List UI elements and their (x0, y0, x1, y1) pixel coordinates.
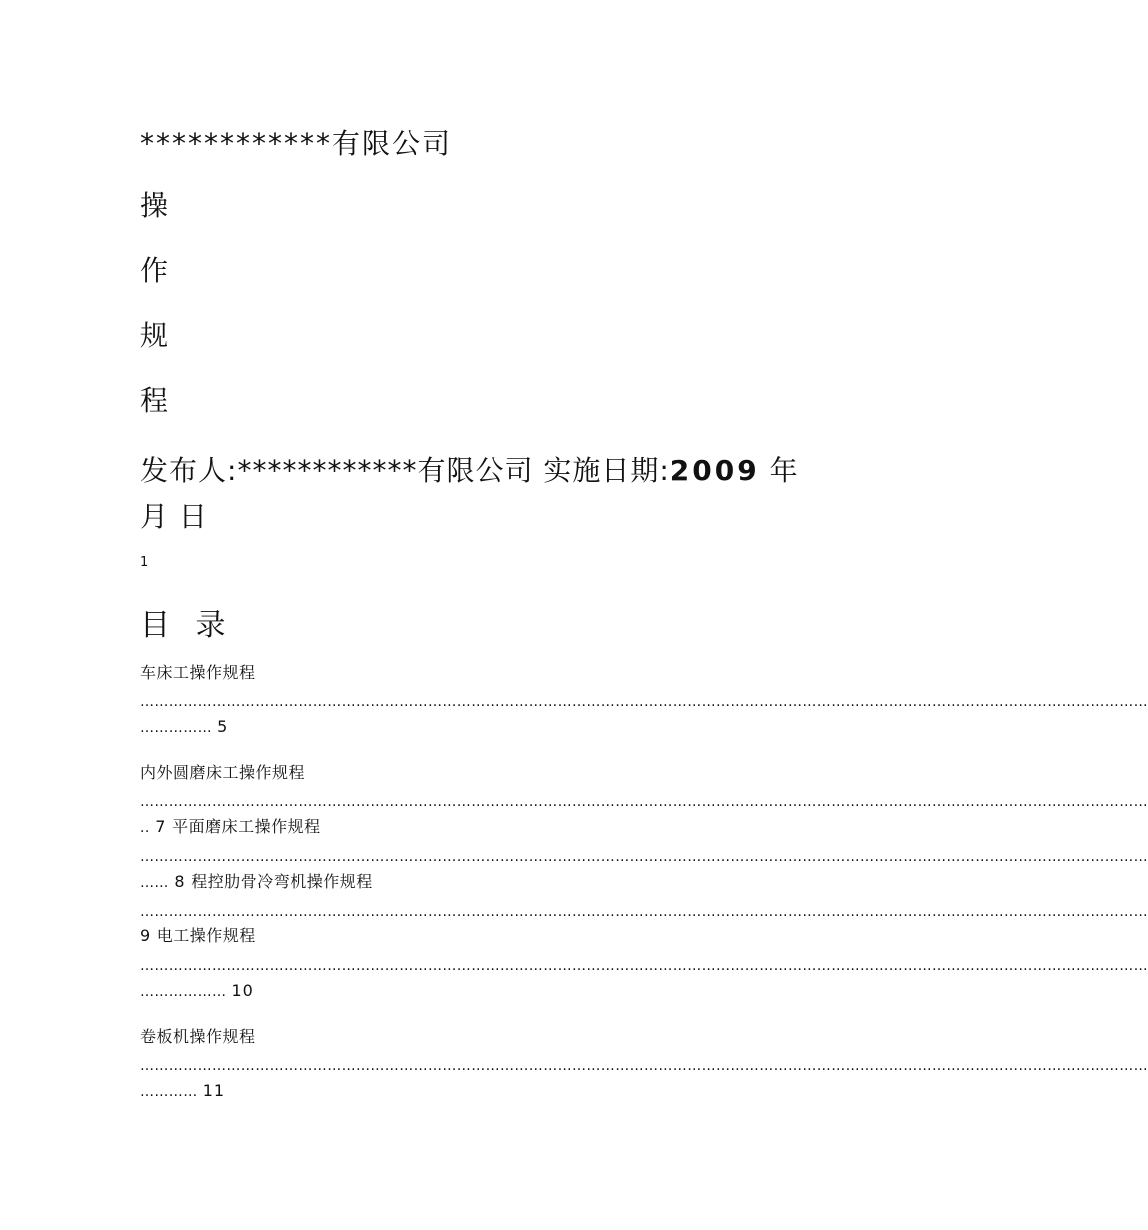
toc-item-end (140, 1081, 225, 1102)
toc-leader-dots: ………………………………………………………………………………………………………………………………………………………………………………………… (140, 794, 1148, 810)
toc-item-page[interactable]: 7 (155, 817, 167, 836)
document-page (140, 0, 1148, 1230)
toc-item-end (140, 981, 254, 1002)
title-char-3: 规 (140, 319, 169, 352)
toc-item-page[interactable]: 8 (174, 872, 186, 891)
toc-item-end (140, 817, 321, 838)
toc-leader-dots: ………………………………………………………………………………………………………………………………………………………………………………………… (140, 1058, 1148, 1074)
toc-item-title[interactable]: 内外圆磨床工操作规程 (140, 763, 306, 782)
toc-leader-dots: ………………………………………………………………………………………………………………………………………………………………………………………… (140, 958, 1148, 974)
toc-item-page[interactable]: 10 (231, 981, 254, 1000)
date-label: 实施日期: (543, 454, 670, 487)
toc-leader-dots: ……………… (140, 984, 227, 1000)
toc-leader-dots: ………………………………………………………………………………………………………………………………………………………………………………………… (140, 904, 1148, 920)
toc-item-end (140, 926, 256, 946)
toc-item-page[interactable]: 9 (140, 926, 152, 945)
toc-leader-dots: ………… (140, 1084, 198, 1100)
toc-item-title[interactable]: 卷板机操作规程 (140, 1027, 256, 1046)
date-rest: 年 月 日 (140, 454, 799, 533)
publisher-line (140, 448, 820, 540)
title-char-1: 操 (140, 189, 169, 222)
page-number: 1 (140, 555, 149, 570)
toc-leader-dots: ………………………………………………………………………………………………………………………………………………………………………………………… (140, 849, 1148, 865)
toc-item-page[interactable]: 5 (217, 717, 229, 736)
toc-leader-dots: ………………………………………………………………………………………………………………………………………………………………………………………… (140, 694, 1148, 710)
toc-leader-dots: …………… (140, 720, 212, 736)
toc-item-title[interactable]: 电工操作规程 (156, 926, 256, 945)
toc-title: 目 录 (140, 608, 234, 643)
title-char-2: 作 (140, 254, 169, 287)
publisher-name: ************有限公司 (237, 454, 534, 487)
title-char-4: 程 (140, 384, 169, 417)
toc-item-end (140, 872, 373, 893)
toc-item-title[interactable]: 车床工操作规程 (140, 663, 256, 682)
toc-leader-dots: …… (140, 875, 169, 891)
toc-item-page[interactable]: 11 (202, 1081, 226, 1100)
toc-item-title[interactable]: 程控肋骨冷弯机操作规程 (191, 872, 373, 891)
date-year: 2009 (669, 454, 760, 487)
company-name: ************有限公司 (140, 127, 453, 160)
toc-item-title[interactable]: 平面磨床工操作规程 (172, 817, 321, 836)
publisher-label: 发布人: (140, 454, 238, 487)
toc-leader-dots: .. (140, 820, 150, 836)
toc-item-end (140, 717, 228, 738)
